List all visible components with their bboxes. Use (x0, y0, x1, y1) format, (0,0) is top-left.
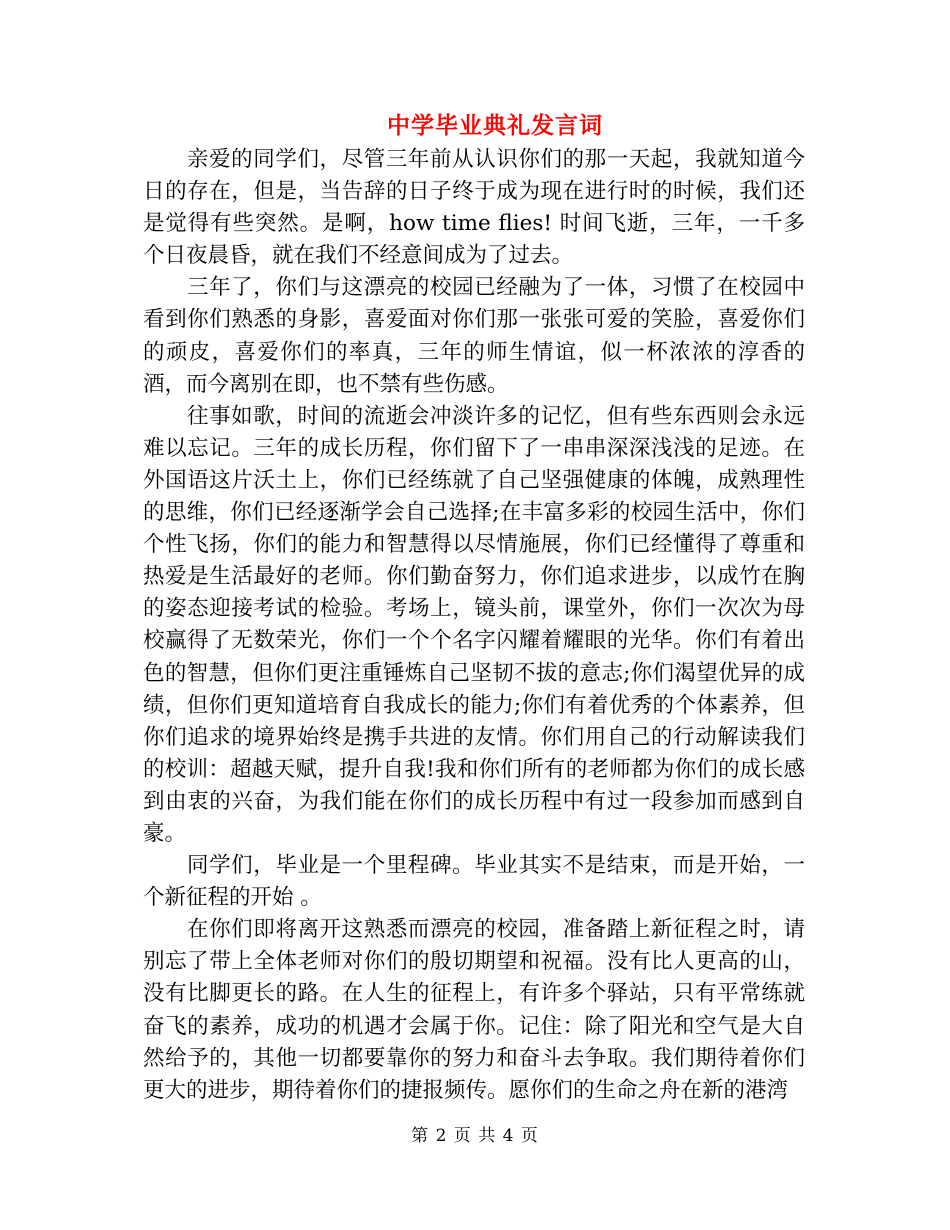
paragraph-2: 三年了，你们与这漂亮的校园已经融为了一体，习惯了在校园中看到你们熟悉的身影，喜爱面对你们那一张张可爱的笑脸，喜爱你们的顽皮，喜爱你们的率真，三年的师生情谊，似一杯浓浓的淳香的酒，而今离别在即，也不禁有些伤感。 (143, 275, 805, 397)
paragraph-5: 在你们即将离开这熟悉而漂亮的校园，准备踏上新征程之时，请别忘了带上全体老师对你们的殷切期望和祝福。没有比人更高的山，没有比脚更长的路。在人生的征程上，有许多个驿站，只有平常练就奋飞的素养，成功的机遇才会属于你。记住：除了阳光和空气是大自然给予的，其他一切都要靠你的努力和奋斗去争取。我们期待着你们更大的进步，期待着你们的捷报频传。愿你们的生命之舟在新的港湾 (143, 917, 805, 1103)
paragraph-1: 亲爱的同学们，尽管三年前从认识你们的那一天起，我就知道今日的存在，但是，当告辞的日子终于成为现在进行时的时候，我们还是觉得有些突然。是啊，how time flies! 时间飞逝，三年，一千多个日夜晨昏，就在我们不经意间成为了过去。 (143, 147, 805, 269)
paragraph-3: 往事如歌，时间的流逝会冲淡许多的记忆，但有些东西则会永远难以忘记。三年的成长历程，你们留下了一串串深深浅浅的足迹。在外国语这片沃土上，你们已经练就了自己坚强健康的体魄，成熟理性的思维，你们已经逐渐学会自己选择;在丰富多彩的校园生活中，你们个性飞扬，你们的能力和智慧得以尽情施展，你们已经懂得了尊重和热爱是生活最好的老师。你们勤奋努力，你们追求进步，以成竹在胸的姿态迎接考试的检验。考场上，镜头前，课堂外，你们一次次为母校赢得了无数荣光，你们一个个名字闪耀着耀眼的光华。你们有着出色的智慧，但你们更注重锤炼自己坚韧不拔的意志;你们渴望优异的成绩，但你们更知道培育自我成长的能力;你们有着优秀的个体素养，但你们追求的境界始终是携手共进的友情。你们用自己的行动解读我们的校训：超越天赋，提升自我!我和你们所有的老师都为你们的成长感到由衷的兴奋，为我们能在你们的成长历程中有过一段参加而感到自豪。 (143, 403, 805, 846)
document-body (143, 144, 805, 1107)
document-title: 中学毕业典礼发言词 (387, 112, 603, 139)
paragraph-4: 同学们，毕业是一个里程碑。毕业其实不是结束，而是开始，一个新征程的开始 。 (143, 853, 805, 911)
page-number-footer: 第 2 页 共 4 页 (411, 1126, 539, 1146)
